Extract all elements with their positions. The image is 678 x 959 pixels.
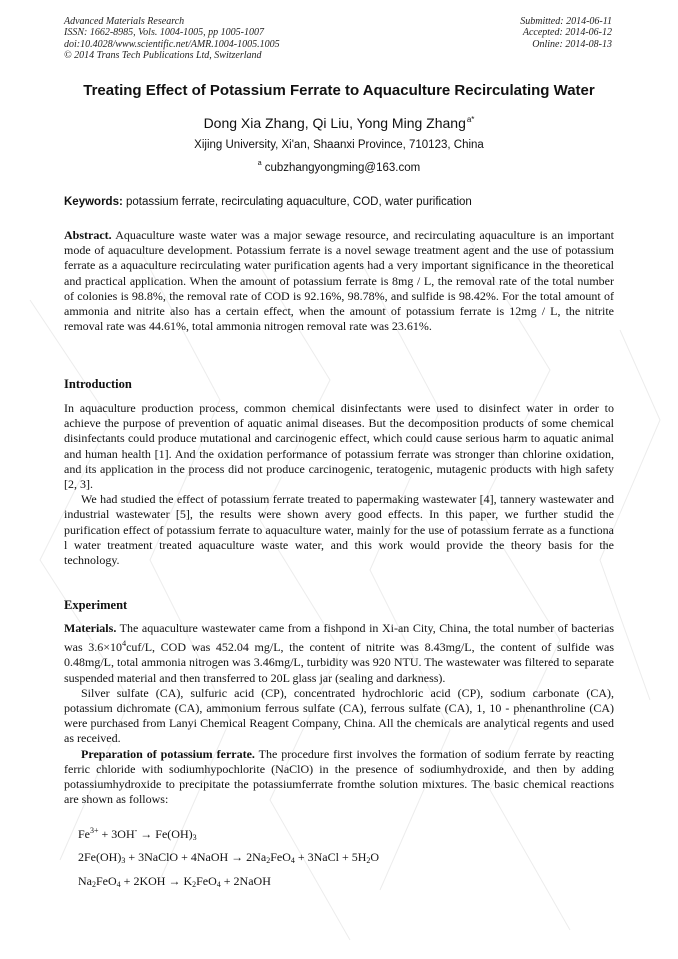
dates-header [520,16,612,50]
author-line [40,115,638,131]
online-date: Online: 2014-08-13 [532,38,612,50]
abstract-text: Aquaculture waste water was a major sewage resource, and recirculating aquaculture is an important mode of aquaculture development. Potassium ferrate is a novel sewage treatment agent and the use of potassium ferrate as a aquaculture recirculating water purification agents had a very important significance in the theoretical and practical application. When the amount of potassium ferrate is 8mg / L, the removal rate of the total number of colonies is 98.8%, the removal rate of COD is 92.16%, 98.78%, and sulfide is 98.42%. For the total amount of ammonia and nitrite also has a certain effect, when the amount of potassium ferrate is 12mg / L, the nitrite removal rate was 44.61%, total ammonia nitrogen removal rate was 23.61%. [64,228,614,334]
affiliation: Xijing University, Xi'an, Shaanxi Province, 710123, China [194,139,484,151]
paper-title: Treating Effect of Potassium Ferrate to Aquaculture Recirculating Water [83,82,595,99]
introduction [64,401,614,568]
preparation-text: The procedure first involves the formation of sodium ferrate by reacting ferric chloride with sodiumhypochlorite (NaClO) in the presence of sodiumhydroxide, and then by adding potassiumhydroxide to precipitate the potassiumferrate fromthe solution mixtures. The basic chemical reactions are shown as follows: [64,746,614,807]
reagents-paragraph: Silver sulfate (CA), sulfuric acid (CP), concentrated hydrochloric acid (CP), sodium carbonate (CA), potassium dichromate (CA), ammonium ferrous sulfate (CA), ferrous sulfate (CA), 1, 10 - phenanthroline (CA) were purchased from Lanyi Chemical Reagent Company, China. All the chemicals are analytical regents and used as received. [64,685,614,746]
materials-paragraph [64,621,614,686]
experiment [64,621,614,807]
abstract-label: Abstract. [64,228,112,242]
email: cubzhangyongming@163.com [264,162,421,174]
author-superscript: a* [466,115,475,124]
materials-text-b: cuf/L, COD was 452.04 mg/L, the content of nitrite was 8.43mg/L, the content of sulfide was 0.48mg/L, total ammonia nitrogen was 3.46mg/L, turbidity was 920 NTU. The wastewater was filtered to separate suspended material and then transferred to 20L glass jar (sealing and darkness). [64,640,614,685]
equation-1: $Fe^{3+} + 3OH^- \to Fe(OH)_3$ [78,826,197,842]
journal-name: Advanced Materials Research [64,16,185,27]
abstract [64,228,614,334]
intro-paragraph-1: In aquaculture production process, common chemical disinfectants were used to disinfect water in order to achieve the purpose of prevention of aquatic animal diseases. But the decomposition products of some chemical disinfectants could produce mutational and carcinogenic effect, which could cause serious harm to aquatic animal and human health [1]. And the oxidation performance of potassium ferrate was stronger than chlorine oxidation, and its application in the process did not produce carcinogenic, teratogenic, mutagenic products with high safety [2, 3]. [64,401,614,492]
journal-header [64,16,280,61]
journal-issn: ISSN: 1662-8985, Vols. 1004-1005, pp 1005-1007 [64,27,264,39]
keywords-label: Keywords: [64,196,123,208]
materials-label: Materials. [64,621,117,635]
email-line [40,160,638,174]
accepted-date: Accepted: 2014-06-12 [522,27,612,39]
intro-paragraph-2: We had studied the effect of potassium ferrate treated to papermaking wastewater [4], tannery wastewater and industrial wastewater [5], the results were shown avery good effects. In this paper, we further studid the purification effect of potassium ferrate to aquaculture water, mainly for the use of potassium ferrate as a functiona l water treatment treated aquaculture waste water, and this work would provide the theory basis for the technology. [64,492,614,568]
preparation-paragraph [64,747,614,808]
keywords-line [64,196,472,208]
authors: Dong Xia Zhang, Qi Liu, Yong Ming Zhang [203,115,466,131]
experiment-heading: Experiment [64,598,128,612]
equation-3: $Na_2FeO_4 + 2KOH \to K_2FeO_4$ + 2NaOH [78,874,271,889]
journal-doi: doi:10.4028/www.scientific.net/AMR.1004-1005.1005 [64,38,280,50]
keywords-text: potassium ferrate, recirculating aquaculture, COD, water purification [126,196,472,208]
journal-copyright: © 2014 Trans Tech Publications Ltd, Switzerland [64,49,262,61]
equation-2: $2Fe(OH)_3$ + 3NaClO + 4NaOH → $2Na_2FeO_4$ + 3NaCl + $5H_2O$ [78,850,380,865]
submitted-date: Submitted: 2014-06-11 [520,16,612,27]
materials-superscript: 4 [122,639,127,649]
preparation-label: Preparation of potassium ferrate. [81,746,255,761]
introduction-heading: Introduction [64,377,132,391]
email-superscript: a [257,160,262,167]
materials-text-a: The aquaculture wastewater came from a fishpond in Xi-an City, China, the total number of bacterias was 3.6×10 [64,621,614,655]
